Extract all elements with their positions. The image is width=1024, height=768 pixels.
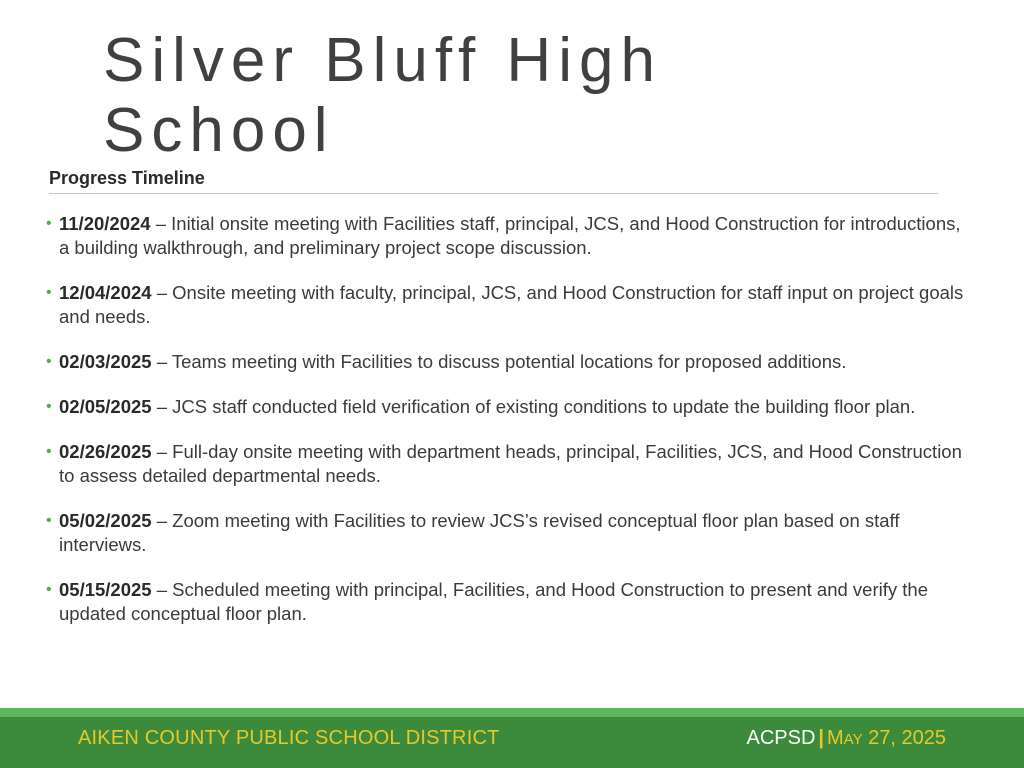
timeline-text: – Initial onsite meeting with Facilities staff, principal, JCS, and Hood Construction for introductions, a building walkthrough, and preliminary project scope discussion. [59, 213, 961, 258]
section-subtitle: Progress Timeline [49, 168, 205, 188]
timeline-text: – Onsite meeting with faculty, principal, JCS, and Hood Construction for staff input on project goals and needs. [59, 282, 964, 327]
footer-date-m: M [827, 727, 844, 749]
bullet-icon: • [46, 284, 52, 301]
footer-date-rest: 27, 2025 [862, 727, 946, 749]
timeline-list [44, 212, 969, 647]
timeline-item [44, 440, 969, 488]
timeline-item [44, 350, 969, 374]
timeline-item [44, 578, 969, 626]
footer-org-date [746, 727, 946, 750]
divider [49, 193, 938, 194]
bullet-icon: • [46, 512, 52, 529]
timeline-date: 05/15/2025 [59, 579, 152, 600]
timeline-date: 11/20/2024 [59, 213, 151, 234]
footer-org: ACPSD [746, 727, 816, 749]
bullet-icon: • [46, 398, 52, 415]
timeline-date: 05/02/2025 [59, 510, 152, 531]
timeline-text: – JCS staff conducted field verification of existing conditions to update the building floor plan. [151, 396, 916, 417]
footer-date [827, 727, 946, 749]
timeline-item [44, 509, 969, 557]
timeline-text: – Zoom meeting with Facilities to review JCS’s revised conceptual floor plan based on staff interviews. [59, 510, 900, 555]
timeline-date: 02/03/2025 [59, 351, 152, 372]
timeline-date: 12/04/2024 [59, 282, 152, 303]
timeline-text: – Full-day onsite meeting with department heads, principal, Facilities, JCS, and Hood Construction to assess detailed departmental needs. [59, 441, 962, 486]
timeline-item [44, 281, 969, 329]
footer-bar [0, 717, 1024, 768]
bullet-icon: • [46, 215, 52, 232]
footer-date-ay: AY [843, 731, 863, 748]
footer-district: AIKEN COUNTY PUBLIC SCHOOL DISTRICT [78, 727, 500, 749]
footer-separator: | [818, 727, 824, 749]
timeline-text: – Scheduled meeting with principal, Facilities, and Hood Construction to present and verify the updated conceptual floor plan. [59, 579, 928, 624]
bullet-icon: • [46, 443, 52, 460]
footer-accent-bar [0, 708, 1024, 717]
timeline-text: – Teams meeting with Facilities to discuss potential locations for proposed additions. [151, 351, 847, 372]
timeline-date: 02/05/2025 [59, 396, 152, 417]
bullet-icon: • [46, 353, 52, 370]
bullet-icon: • [46, 581, 52, 598]
slide-title: Silver Bluff High School [103, 26, 662, 165]
timeline-date: 02/26/2025 [59, 441, 152, 462]
timeline-item [44, 212, 969, 260]
timeline-item [44, 395, 969, 419]
